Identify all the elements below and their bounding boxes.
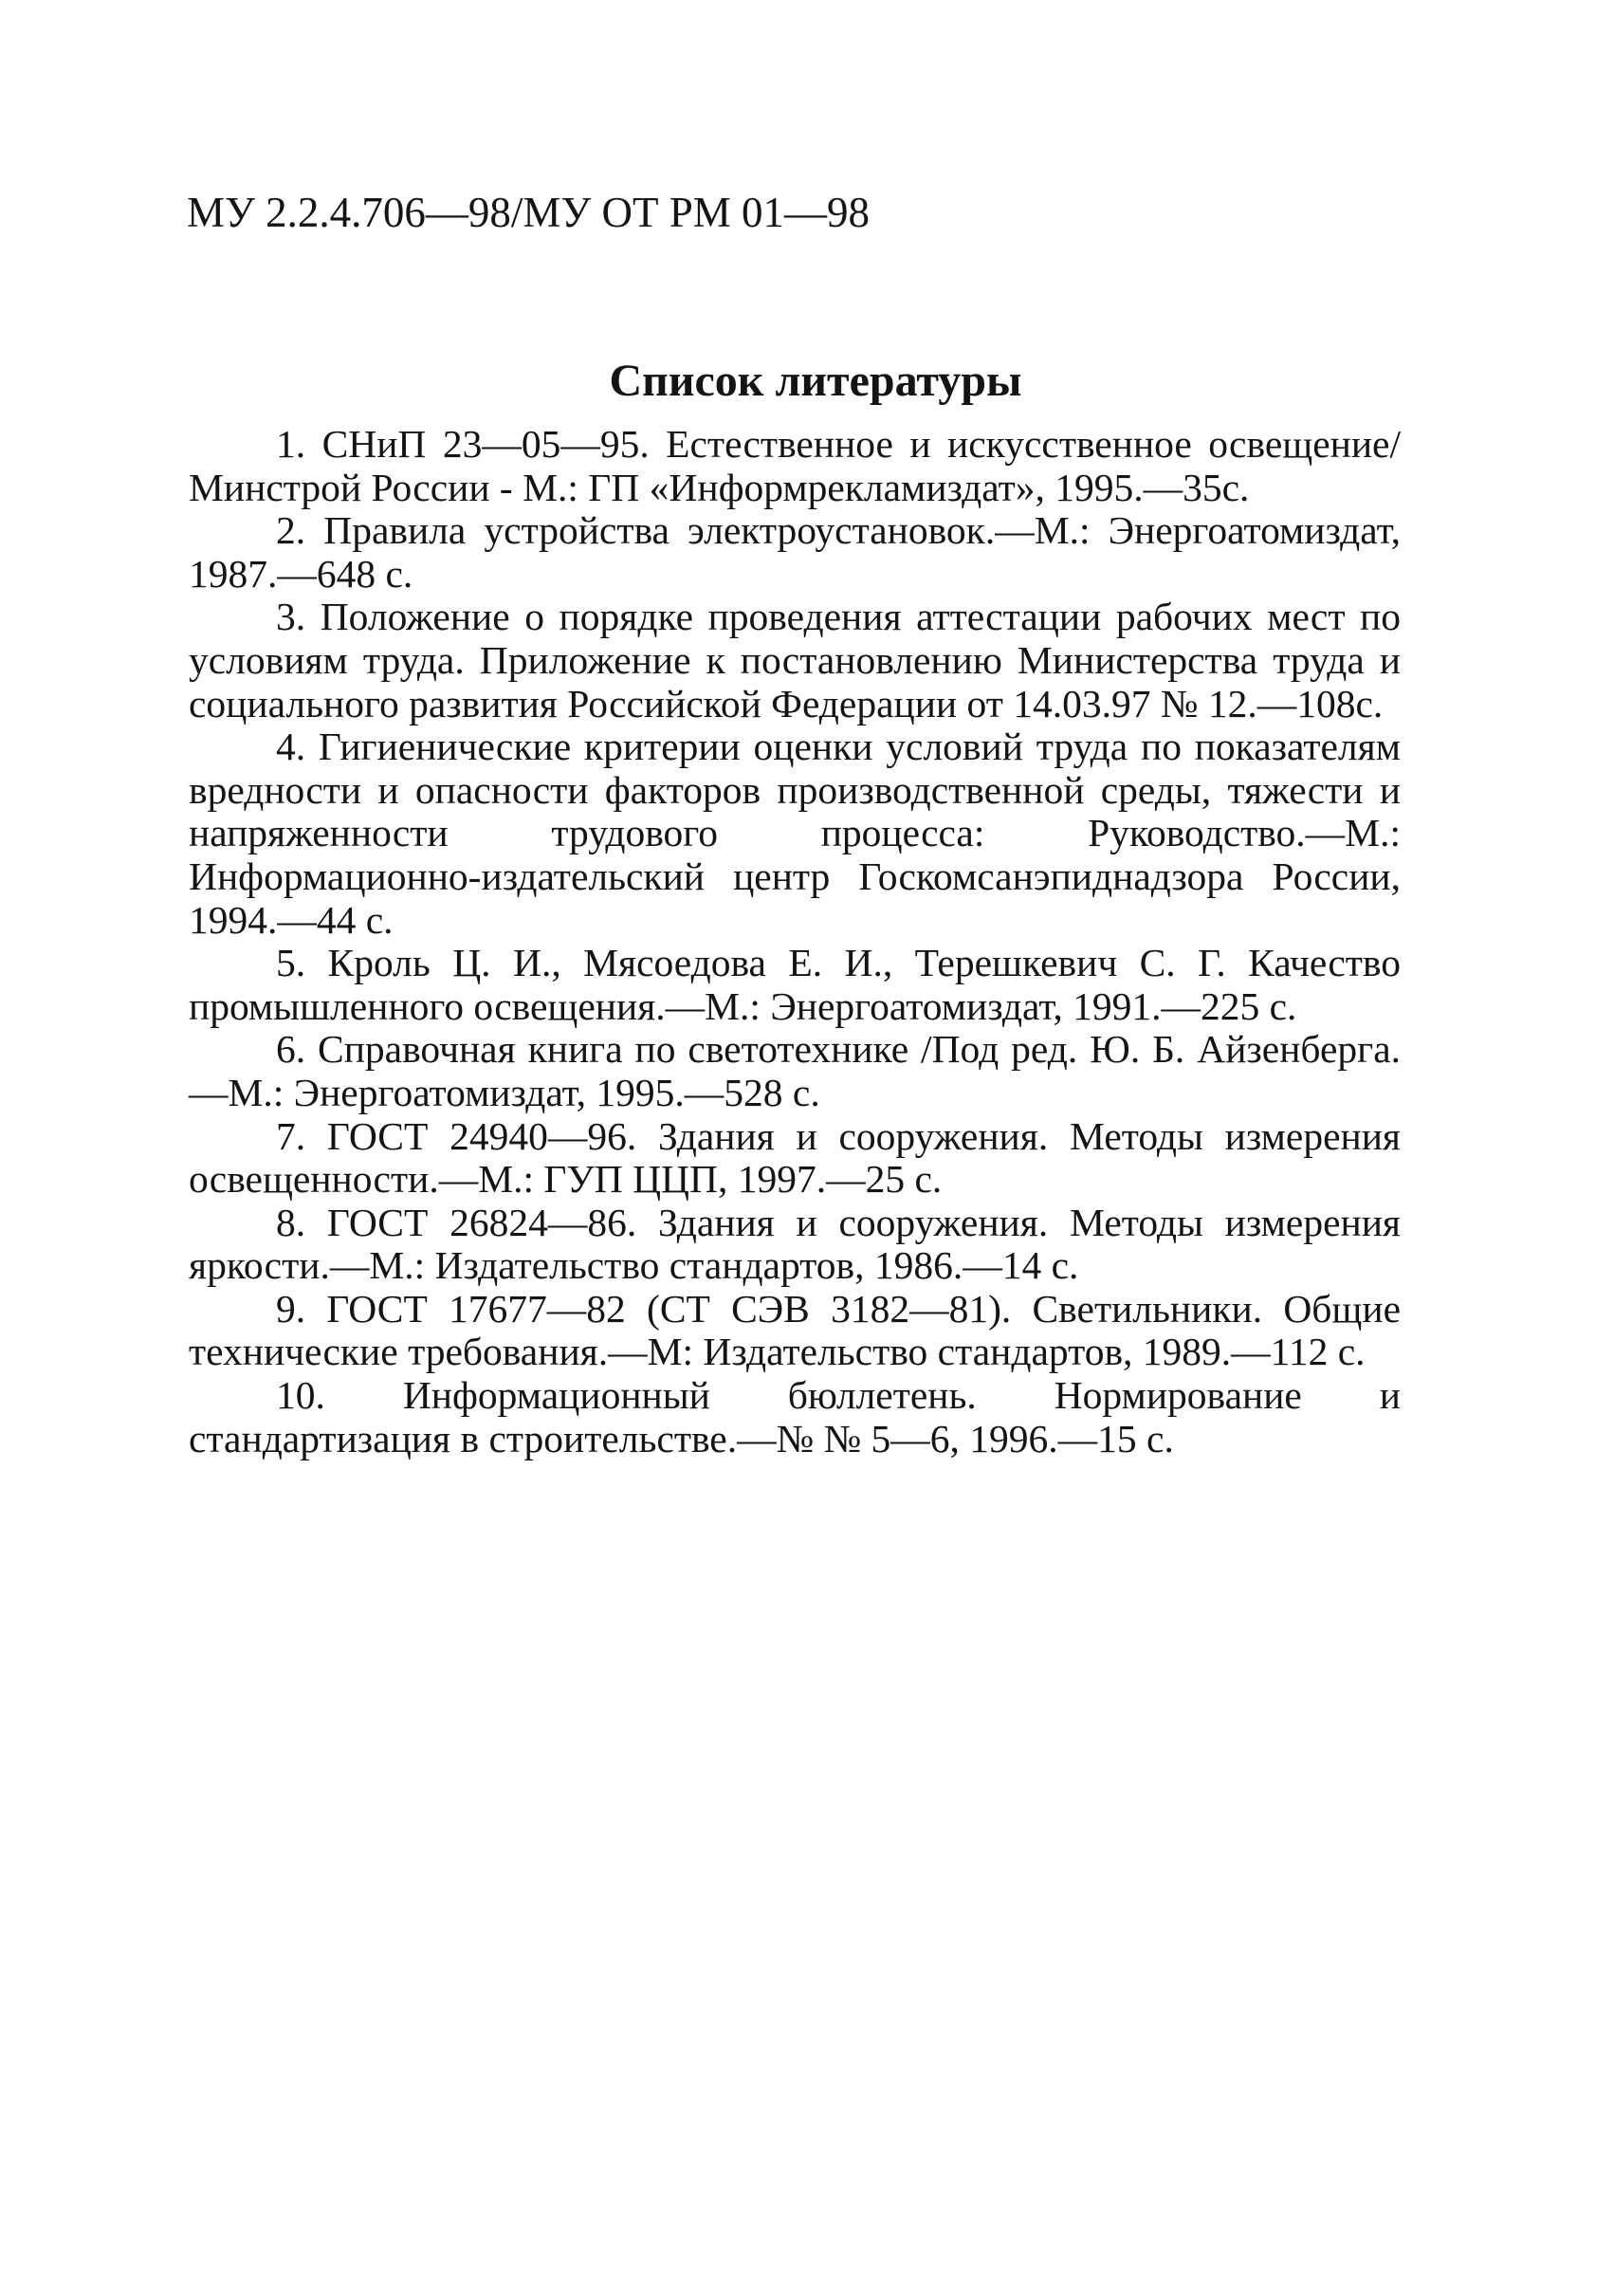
reference-list <box>189 423 1401 1460</box>
reference-item-5: 5. Кроль Ц. И., Мясоедова Е. И., Терешкевич С. Г. Качество промышленного освещения.—М.: Энергоатомиздат, 1991.—225 с. <box>189 941 1401 1028</box>
page-header: МУ 2.2.4.706—98/МУ ОТ РМ 01—98 <box>187 189 871 236</box>
reference-item-1: 1. СНиП 23—05—95. Естественное и искусственное освещение/ Минстрой России - М.: ГП «Информрекламиздат», 1995.—35с. <box>189 422 1401 509</box>
reference-item-9: 9. ГОСТ 17677—82 (СТ СЭВ 3182—81). Светильники. Общие технические требования.—М: Издательство стандартов, 1989.—112 с. <box>189 1286 1401 1374</box>
bibliography-title-text: Список литературы <box>609 356 1022 406</box>
reference-item-7: 7. ГОСТ 24940—96. Здания и сооружения. Методы измерения освещенности.—М.: ГУП ЦЦП, 1997.—25 с. <box>189 1113 1401 1202</box>
reference-item-2: 2. Правила устройства электроустановок.—М.: Энергоатомиздат, 1987.—648 с. <box>189 508 1401 596</box>
reference-item-6: 6. Справочная книга по светотехнике /Под ред. Ю. Б. Айзенберга.—М.: Энергоатомиздат, 1995.—528 с. <box>189 1027 1401 1114</box>
reference-item-8: 8. ГОСТ 26824—86. Здания и сооружения. Методы измерения яркости.—М.: Издательство стандартов, 1986.—14 с. <box>189 1200 1401 1288</box>
bibliography-title <box>0 353 1614 410</box>
reference-item-3: 3. Положение о порядке проведения аттестации рабочих мест по условиям труда. Приложение к постановлению Министерства труда и социального развития Российской Федерации от 14.03.97 № 12.—108с. <box>189 595 1401 726</box>
reference-item-10: 10. Информационный бюллетень. Нормирование и стандартизация в строительстве.—№ № 5—6, 1996.—15 с. <box>189 1373 1401 1460</box>
reference-item-4: 4. Гигиенические критерии оценки условий труда по показателям вредности и опасности факторов производственной среды, тяжести и напряженности трудового процесса: Руководство.—М.: Информационно-издательский центр Госкомсанэпиднадзора России, 1994.—44 с. <box>189 725 1401 942</box>
